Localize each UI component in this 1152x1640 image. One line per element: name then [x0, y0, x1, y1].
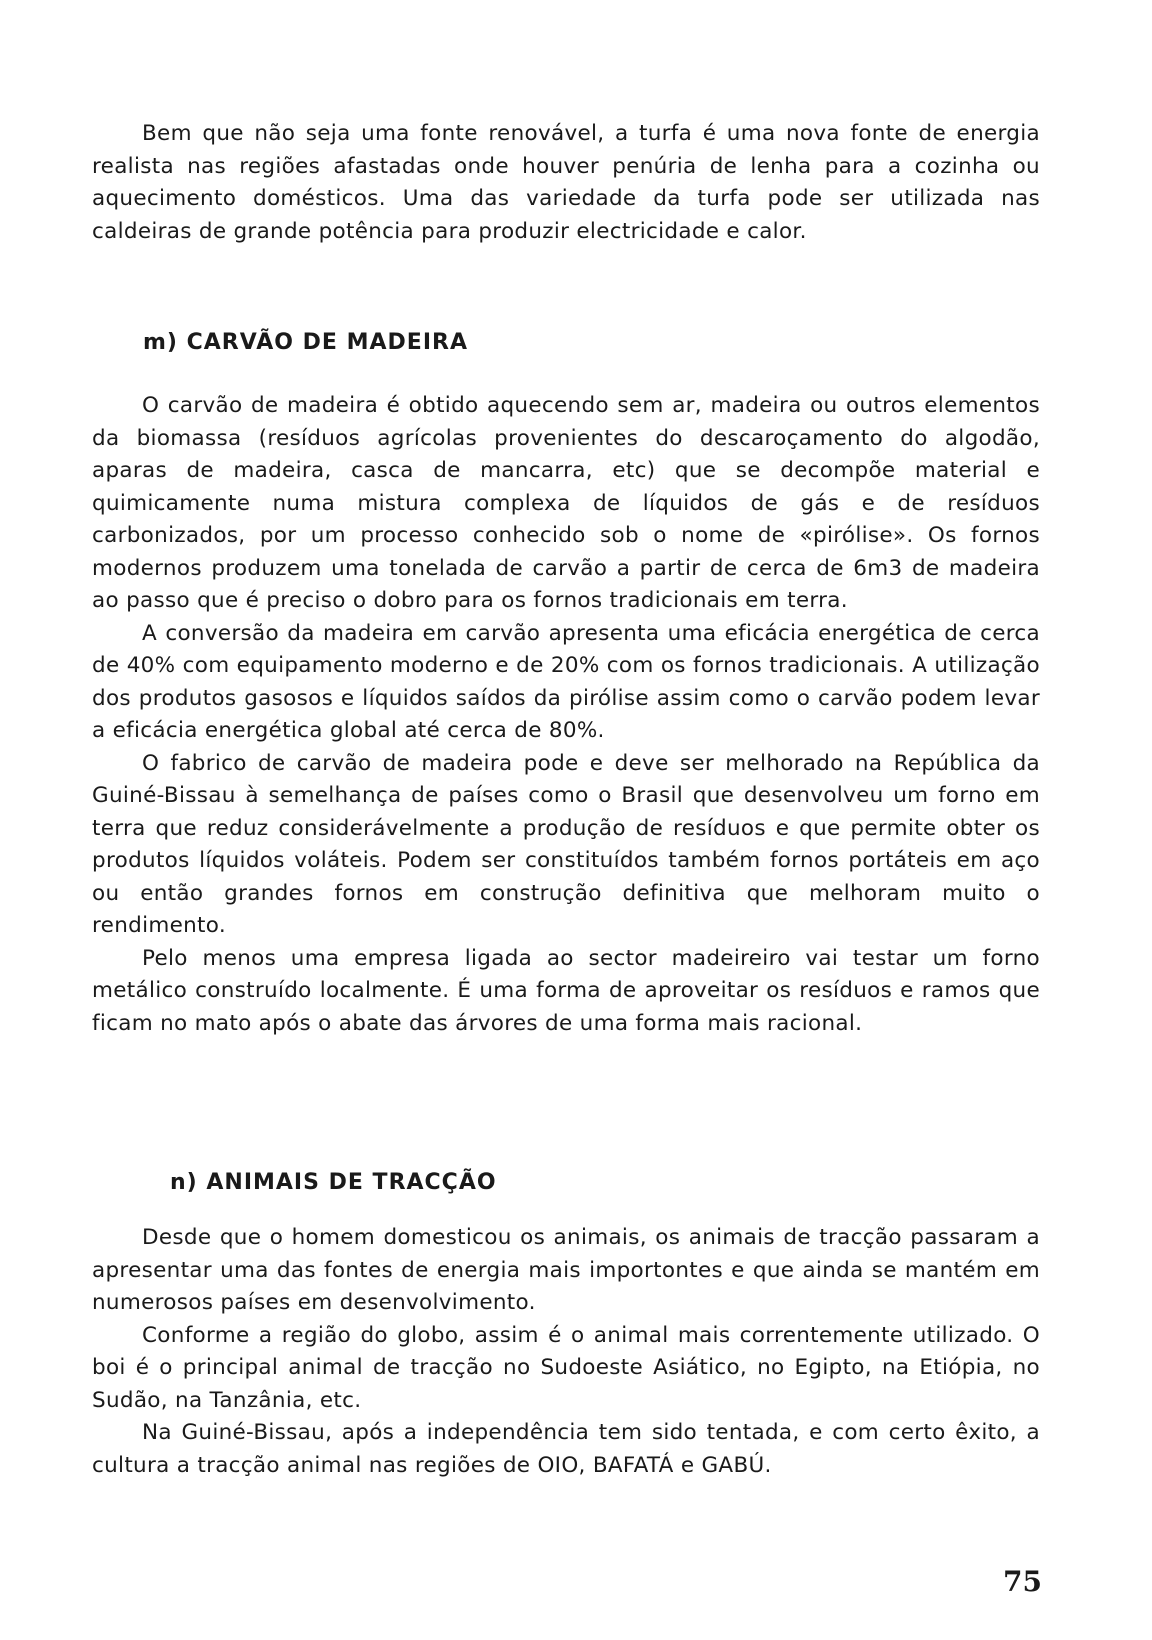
paragraph-text: O carvão de madeira é obtido aquecendo sem ar, madeira ou outros elementos da biomassa (resíduos agrícolas provenientes do descaroçamento do algodão, aparas de madeira, casca de mancarra, etc) que se decompõe material e quimicamente numa mistura complexa de líquidos de gás e de resíduos carbonizados, por um processo conhecido sob o nome de «pirólise». Os fornos modernos produzem uma tonelada de carvão a partir de cerca de 6m3 de madeira ao passo que é preciso o dobro para os fornos tradicionais em terra.: [92, 393, 1040, 613]
section-heading-carvao: m) CARVÃO DE MADEIRA: [143, 330, 468, 355]
paragraph-text: Conforme a região do globo, assim é o animal mais correntemente utilizado. O boi é o principal animal de tracção no Sudoeste Asiático, no Egipto, na Etiópia, no Sudão, na Tanzânia, etc.: [92, 1322, 1040, 1413]
paragraph-text: Pelo menos uma empresa ligada ao sector madeireiro vai testar um forno metálico construído localmente. É uma forma de aproveitar os resíduos e ramos que ficam no mato após o abate das árvores de uma forma mais racional.: [92, 945, 1040, 1036]
section-heading-animais: n) ANIMAIS DE TRACÇÃO: [170, 1170, 497, 1195]
paragraph-animais: [92, 1222, 1040, 1482]
paragraph-carvao-intro: [92, 390, 1040, 1040]
paragraph-text: Desde que o homem domesticou os animais, os animais de tracção passaram a apresentar uma das fontes de energia mais importontes e que ainda se mantém em numerosos países em desenvolvimento.: [92, 1225, 1040, 1315]
paragraph-text: Na Guiné-Bissau, após a independência tem sido tentada, e com certo êxito, a cultura a tracção animal nas regiões de OIO, BAFATÁ e GABÚ.: [92, 1420, 1040, 1478]
paragraph-turfa: [92, 118, 1040, 248]
paragraph-text: O fabrico de carvão de madeira pode e deve ser melhorado na República da Guiné-Bissau à semelhança de países como o Brasil que desenvolveu um forno em terra que reduz considerávelmente a produção de resíduos e que permite obter os produtos líquidos voláteis. Podem ser constituídos também fornos portáteis em aço ou então grandes fornos em construção definitiva que melhoram muito o rendimento.: [92, 750, 1040, 938]
paragraph-text: Bem que não seja uma fonte renovável, a turfa é uma nova fonte de energia realista nas regiões afastadas onde houver penúria de lenha para a cozinha ou aquecimento domésticos. Uma das variedade da turfa pode ser utilizada nas caldeiras de grande potência para produzir electricidade e calor.: [92, 121, 1040, 244]
page-number: 75: [1003, 1565, 1042, 1598]
paragraph-text: A conversão da madeira em carvão apresenta uma eficácia energética de cerca de 40% com equipamento moderno e de 20% com os fornos tradicionais. A utilização dos produtos gasosos e líquidos saídos da pirólise assim como o carvão podem levar a eficácia energética global até cerca de 80%.: [92, 620, 1040, 743]
